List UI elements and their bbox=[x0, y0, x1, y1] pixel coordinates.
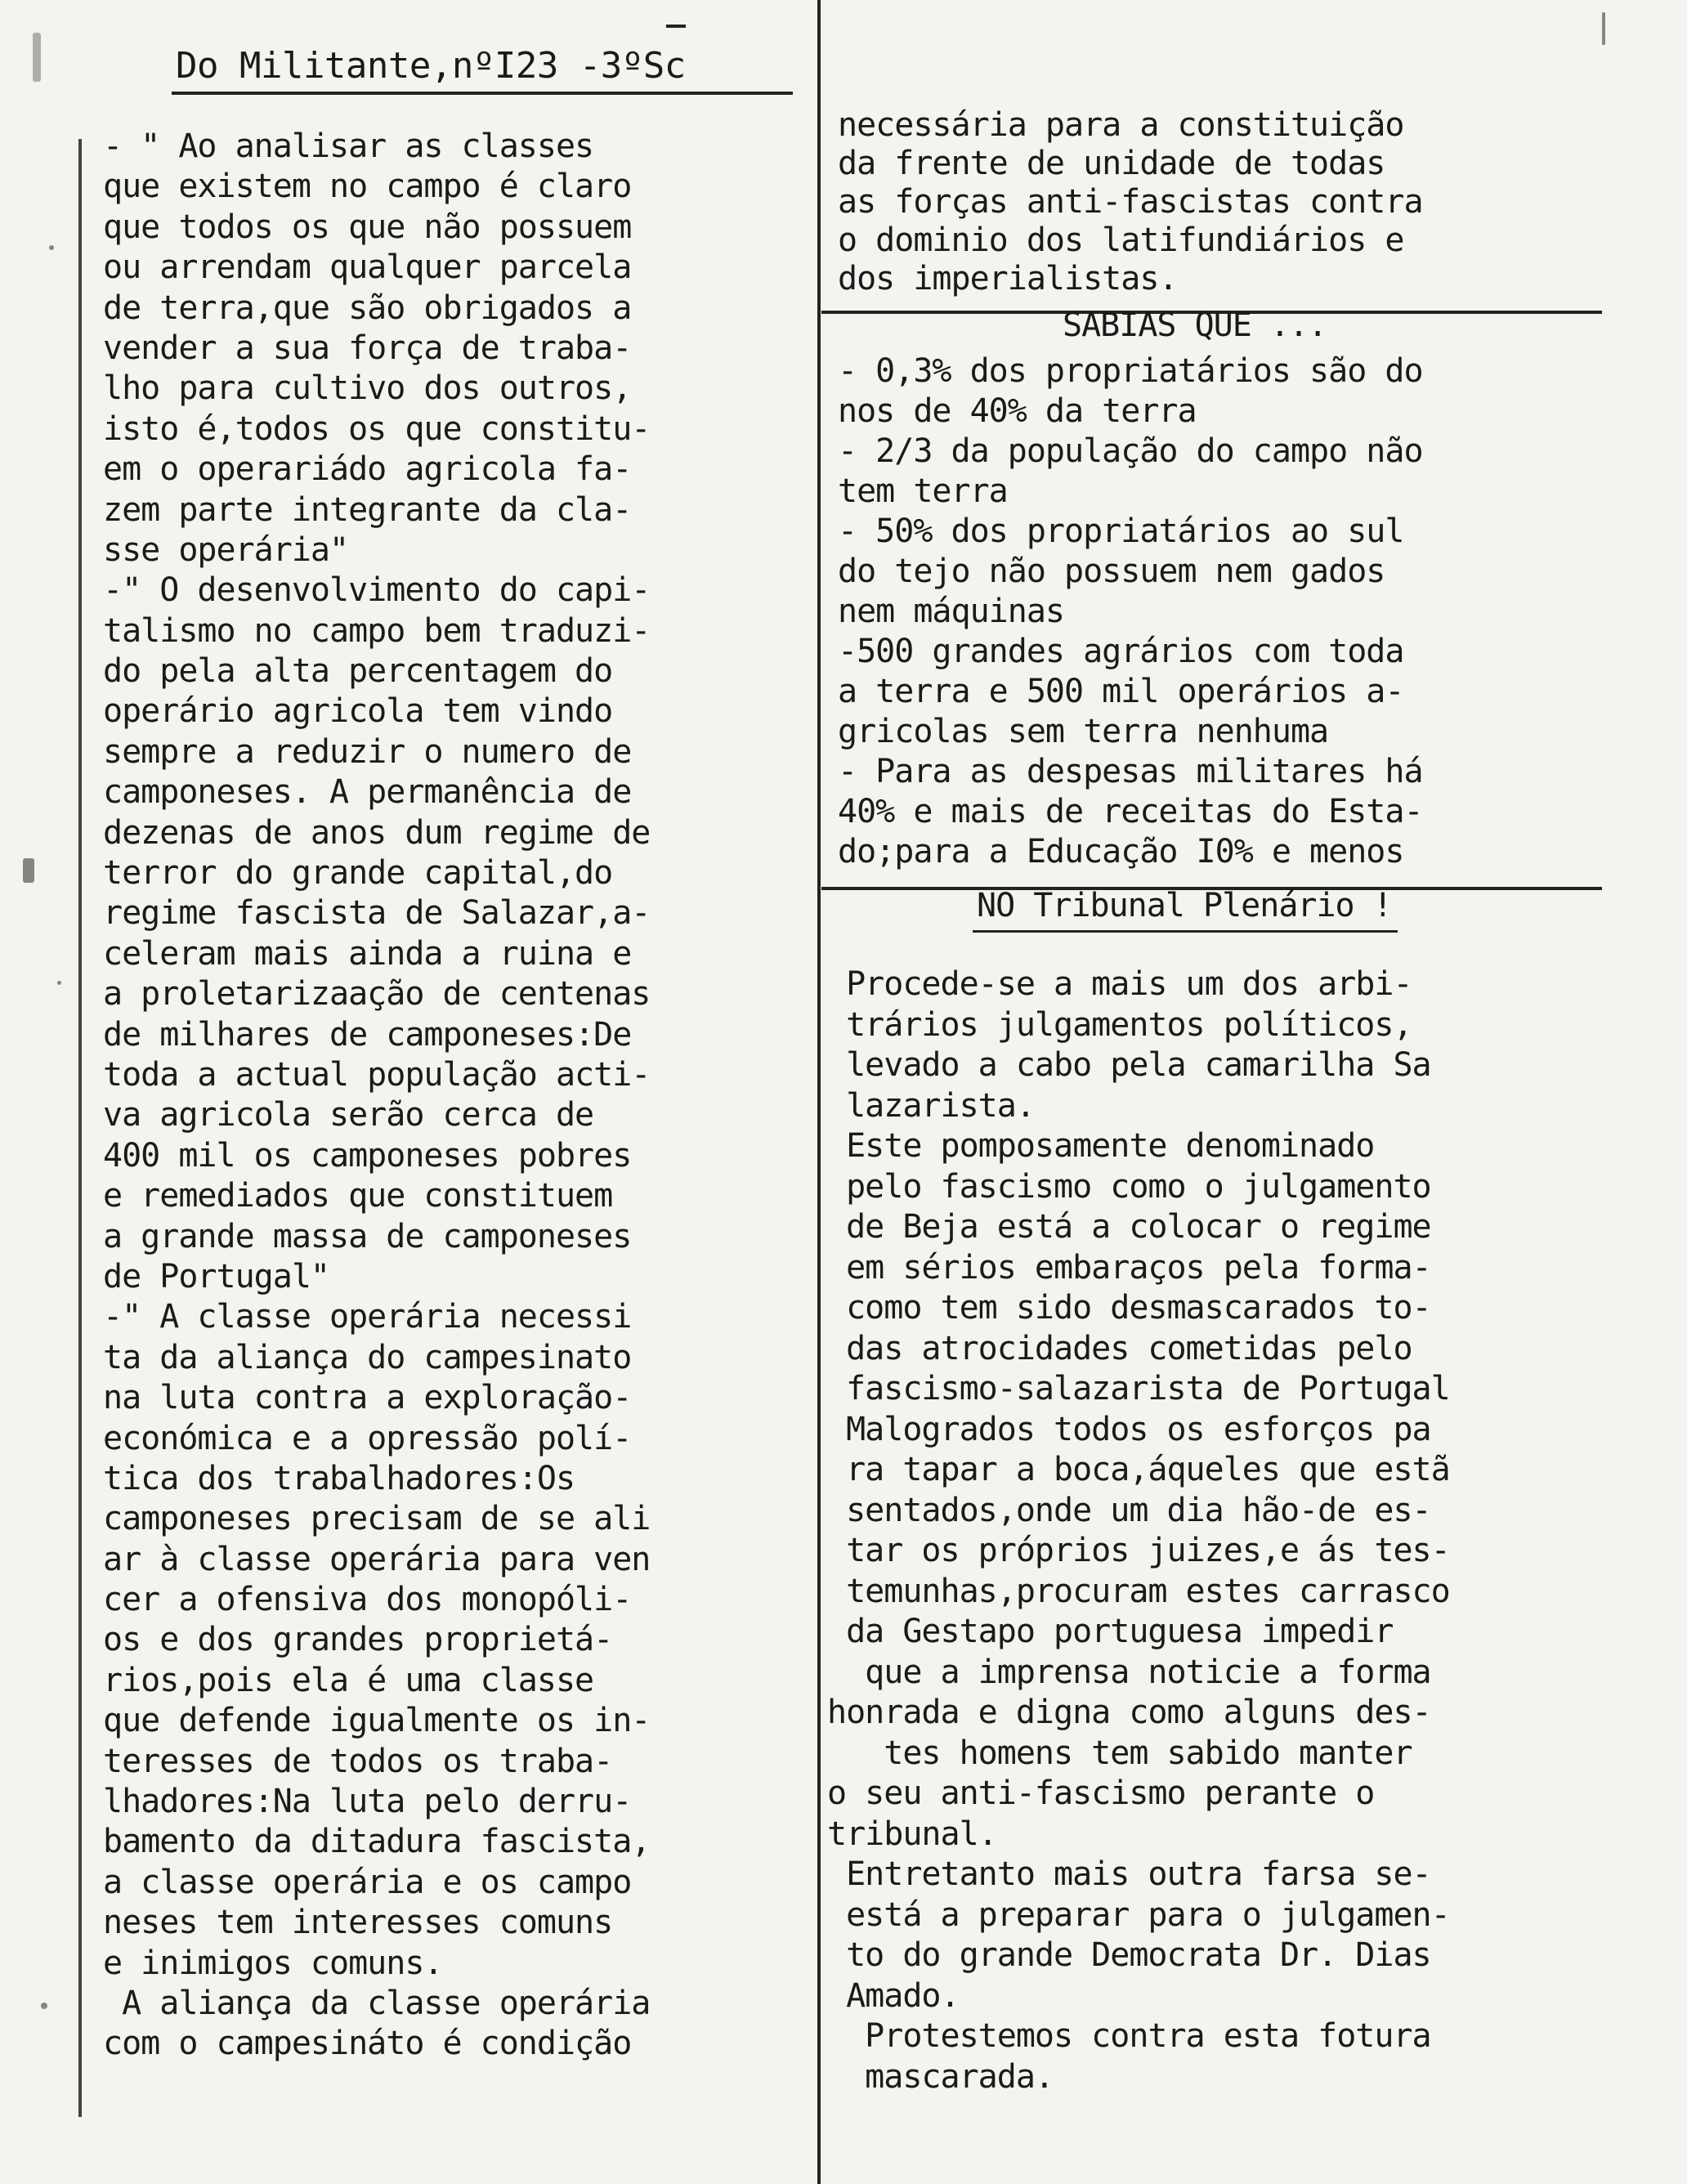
text-line: to do grande Democrata Dr. Dias bbox=[827, 1936, 1431, 1974]
text-line: que existem no campo é claro bbox=[103, 168, 632, 206]
text-line: fascismo-salazarista de Portugal bbox=[827, 1370, 1450, 1408]
text-line: tar os próprios juizes,e ás tes- bbox=[827, 1532, 1450, 1569]
text-line: e inimigos comuns. bbox=[103, 1944, 443, 1982]
text-line: que a imprensa noticie a forma bbox=[827, 1653, 1431, 1691]
scan-noise bbox=[49, 245, 54, 250]
text-line: bamento da ditadura fascista, bbox=[103, 1823, 651, 1861]
text-line: cer a ofensiva dos monopóli- bbox=[103, 1581, 632, 1619]
text-line: - 50% dos propriatários ao sul bbox=[838, 512, 1404, 550]
text-line: a proletarizaação de centenas bbox=[103, 975, 651, 1014]
text-line: Protestemos contra esta fotura bbox=[827, 2017, 1431, 2055]
text-line: do pela alta percentagem do bbox=[103, 652, 613, 691]
column-divider bbox=[817, 0, 821, 2184]
text-line: tem terra bbox=[838, 472, 1008, 510]
text-line: celeram mais ainda a ruina e bbox=[103, 934, 632, 973]
text-line: dos imperialistas. bbox=[838, 260, 1178, 298]
text-line: de Portugal" bbox=[103, 1257, 329, 1296]
text-line: ta da aliança do campesinato bbox=[103, 1338, 632, 1376]
text-line: sempre a reduzir o numero de bbox=[103, 732, 632, 771]
text-line: tribunal. bbox=[827, 1815, 997, 1853]
text-line: - Para as despesas militares há bbox=[838, 753, 1423, 790]
text-line: nem máquinas bbox=[838, 593, 1064, 630]
text-line: que todos os que não possuem bbox=[103, 208, 632, 246]
text-line: 40% e mais de receitas do Esta- bbox=[838, 793, 1423, 830]
text-line: zem parte integrante da cla- bbox=[103, 490, 632, 529]
text-line: a grande massa de camponeses bbox=[103, 1217, 632, 1255]
text-line: Amado. bbox=[827, 1976, 960, 2015]
text-line: a terra e 500 mil operários a- bbox=[838, 673, 1404, 710]
text-line: está a preparar para o julgamen- bbox=[827, 1895, 1450, 1934]
text-line: com o campesináto é condição bbox=[103, 2025, 632, 2063]
tribunal-text bbox=[827, 964, 1669, 2097]
text-line: Procede-se a mais um dos arbi- bbox=[827, 965, 1412, 1003]
text-line: na luta contra a exploração- bbox=[103, 1379, 632, 1417]
text-line: de milhares de camponeses:De bbox=[103, 1015, 632, 1054]
page-title: Do Militante,nºI23 -3ºSc bbox=[176, 45, 686, 87]
text-line: rios,pois ela é uma classe bbox=[103, 1661, 594, 1699]
text-line: tes homens tem sabido manter bbox=[827, 1734, 1412, 1772]
scan-noise bbox=[33, 33, 41, 82]
text-line: de terra,que são obrigados a bbox=[103, 289, 632, 327]
text-line: operário agricola tem vindo bbox=[103, 692, 613, 731]
right-column-intro bbox=[838, 106, 1663, 298]
text-line: ar à classe operária para ven bbox=[103, 1540, 651, 1578]
text-line: talismo no campo bem traduzi- bbox=[103, 611, 651, 650]
text-line: Malogrados todos os esforços pa bbox=[827, 1410, 1431, 1448]
text-line: pelo fascismo como o julgamento bbox=[827, 1167, 1431, 1206]
scan-noise bbox=[1602, 12, 1605, 45]
text-line: terror do grande capital,do bbox=[103, 854, 613, 893]
text-line: lhadores:Na luta pelo derru- bbox=[103, 1783, 632, 1821]
left-column bbox=[103, 127, 814, 2065]
text-line: o dominio dos latifundiários e bbox=[838, 222, 1404, 259]
text-line: das atrocidades cometidas pelo bbox=[827, 1329, 1412, 1367]
text-line: sentados,onde um dia hão-de es- bbox=[827, 1491, 1431, 1529]
scan-noise bbox=[41, 2003, 47, 2009]
text-line: Este pomposamente denominado bbox=[827, 1127, 1375, 1165]
text-line: trários julgamentos políticos, bbox=[827, 1005, 1412, 1044]
left-margin-rule bbox=[78, 139, 82, 2117]
text-line: -" O desenvolvimento do capi- bbox=[103, 571, 651, 610]
text-line: va agricola serão cerca de bbox=[103, 1096, 594, 1135]
text-line: -500 grandes agrários com toda bbox=[838, 633, 1404, 670]
text-line: Entretanto mais outra farsa se- bbox=[827, 1855, 1431, 1893]
text-line: mascarada. bbox=[827, 2057, 1054, 2096]
text-line: - 0,3% dos propriatários são do bbox=[838, 352, 1423, 390]
text-line: levado a cabo pela camarilha Sa bbox=[827, 1046, 1431, 1084]
text-line: económica e a opressão polí- bbox=[103, 1419, 632, 1457]
text-line: lho para cultivo dos outros, bbox=[103, 369, 632, 408]
tribunal-article bbox=[827, 964, 1669, 2097]
text-line: ou arrendam qualquer parcela bbox=[103, 248, 632, 287]
text-line: teresses de todos os traba- bbox=[103, 1742, 613, 1780]
text-line: toda a actual população acti- bbox=[103, 1055, 651, 1094]
text-line: a classe operária e os campo bbox=[103, 1863, 632, 1901]
scan-noise bbox=[23, 858, 34, 883]
text-line: camponeses. A permanência de bbox=[103, 773, 632, 812]
text-line: da Gestapo portuguesa impedir bbox=[827, 1613, 1394, 1650]
text-line: do tejo não possuem nem gados bbox=[838, 553, 1385, 590]
text-line: nos de 40% da terra bbox=[838, 392, 1197, 430]
text-line: vender a sua força de traba- bbox=[103, 329, 632, 367]
tribunal-heading: NO Tribunal Plenário ! bbox=[977, 887, 1392, 924]
text-line: os e dos grandes proprietá- bbox=[103, 1621, 613, 1659]
text-line: como tem sido desmascarados to- bbox=[827, 1289, 1431, 1327]
text-line: ra tapar a boca,áqueles que estã bbox=[827, 1451, 1450, 1488]
text-line: do;para a Educação I0% e menos bbox=[838, 833, 1404, 870]
left-column-text bbox=[103, 127, 814, 2065]
text-line: as forças anti-fascistas contra bbox=[838, 183, 1423, 221]
sabias-list bbox=[838, 351, 1663, 872]
text-line: 400 mil os camponeses pobres bbox=[103, 1136, 632, 1175]
title-underline bbox=[172, 92, 793, 95]
text-line: lazarista. bbox=[827, 1086, 1035, 1125]
right-intro-text bbox=[838, 106, 1663, 298]
text-line: em sérios embaraços pela forma- bbox=[827, 1248, 1431, 1287]
text-line: de Beja está a colocar o regime bbox=[827, 1208, 1431, 1246]
text-line: isto é,todos os que constitu- bbox=[103, 410, 651, 448]
text-line: tica dos trabalhadores:Os bbox=[103, 1459, 575, 1497]
sabias-text bbox=[838, 351, 1663, 872]
top-dash-mark bbox=[666, 25, 686, 28]
text-line: dezenas de anos dum regime de bbox=[103, 813, 651, 852]
text-line: temunhas,procuram estes carrasco bbox=[827, 1572, 1450, 1610]
text-line: gricolas sem terra nenhuma bbox=[838, 713, 1329, 750]
text-line: - 2/3 da população do campo não bbox=[838, 432, 1423, 470]
text-line: o seu anti-fascismo perante o bbox=[827, 1774, 1375, 1812]
text-line: camponeses precisam de se ali bbox=[103, 1500, 651, 1538]
text-line: necessária para a constituição bbox=[838, 106, 1404, 144]
text-line: honrada e digna como alguns des- bbox=[827, 1694, 1431, 1731]
text-line: da frente de unidade de todas bbox=[838, 145, 1385, 182]
text-line: - " Ao analisar as classes bbox=[103, 128, 594, 165]
text-line: e remediados que constituem bbox=[103, 1177, 613, 1215]
text-line: regime fascista de Salazar,a- bbox=[103, 894, 651, 933]
text-line: em o operariádo agricola fa- bbox=[103, 450, 632, 489]
text-line: neses tem interesses comuns bbox=[103, 1904, 613, 1942]
text-line: -" A classe operária necessi bbox=[103, 1298, 632, 1336]
tribunal-heading-underline bbox=[973, 930, 1398, 933]
text-line: sse operária" bbox=[103, 530, 349, 569]
text-line: que defende igualmente os in- bbox=[103, 1702, 651, 1740]
text-line: A aliança da classe operária bbox=[103, 1984, 651, 2022]
sabias-heading: SABIAS QUE ... bbox=[1063, 307, 1327, 344]
scan-noise bbox=[57, 981, 61, 985]
